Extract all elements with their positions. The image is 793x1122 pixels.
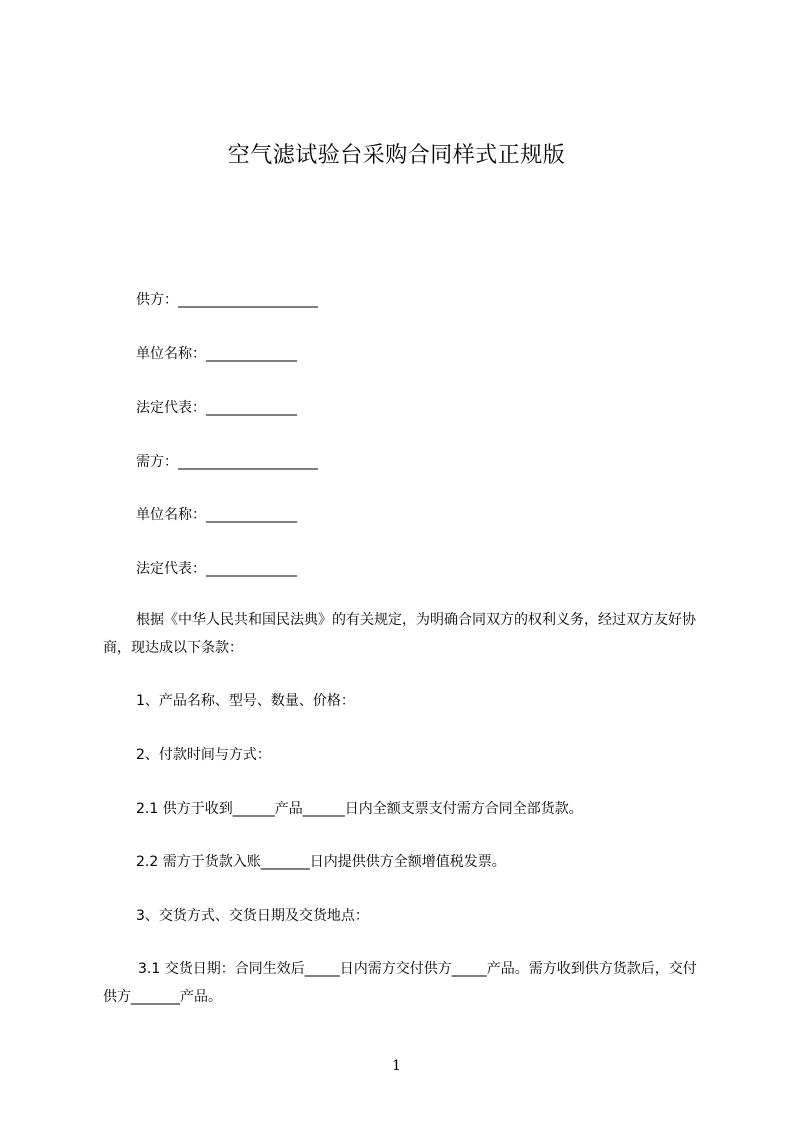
clause-3: 3、交货方式、交货日期及交货地点： bbox=[136, 908, 369, 924]
clause-1: 1、产品名称、型号、数量、价格： bbox=[136, 693, 355, 709]
supplier-unit-field: 单位名称：_____________ bbox=[136, 346, 297, 362]
preamble-paragraph: 根据《中华人民共和国民法典》的有关规定，为明确合同双方的权利义务，经过双方友好协商，现达成以下条款： bbox=[103, 612, 696, 656]
clause-2-2: 2.2 需方于货款入账_______日内提供供方全额增值税发票。 bbox=[136, 854, 506, 870]
clause-2: 2、付款时间与方式： bbox=[136, 747, 271, 763]
supplier-field: 供方：____________________ bbox=[136, 292, 318, 308]
page-number: 1 bbox=[392, 1058, 401, 1074]
document-title: 空气滤试验台采购合同样式正规版 bbox=[227, 143, 566, 168]
clause-3-1: 3.1 交货日期：合同生效后_____日内需方交付供方_____产品。需方收到供方货款后，交付供方_______产品。 bbox=[103, 961, 697, 1005]
clause-2-1: 2.1 供方于收到______产品______日内全额支票支付需方合同全部货款。 bbox=[136, 801, 583, 817]
supplier-rep-field: 法定代表：_____________ bbox=[136, 400, 297, 416]
buyer-rep-field: 法定代表：_____________ bbox=[136, 561, 297, 577]
buyer-field: 需方：____________________ bbox=[136, 454, 318, 470]
buyer-unit-field: 单位名称：_____________ bbox=[136, 507, 297, 523]
